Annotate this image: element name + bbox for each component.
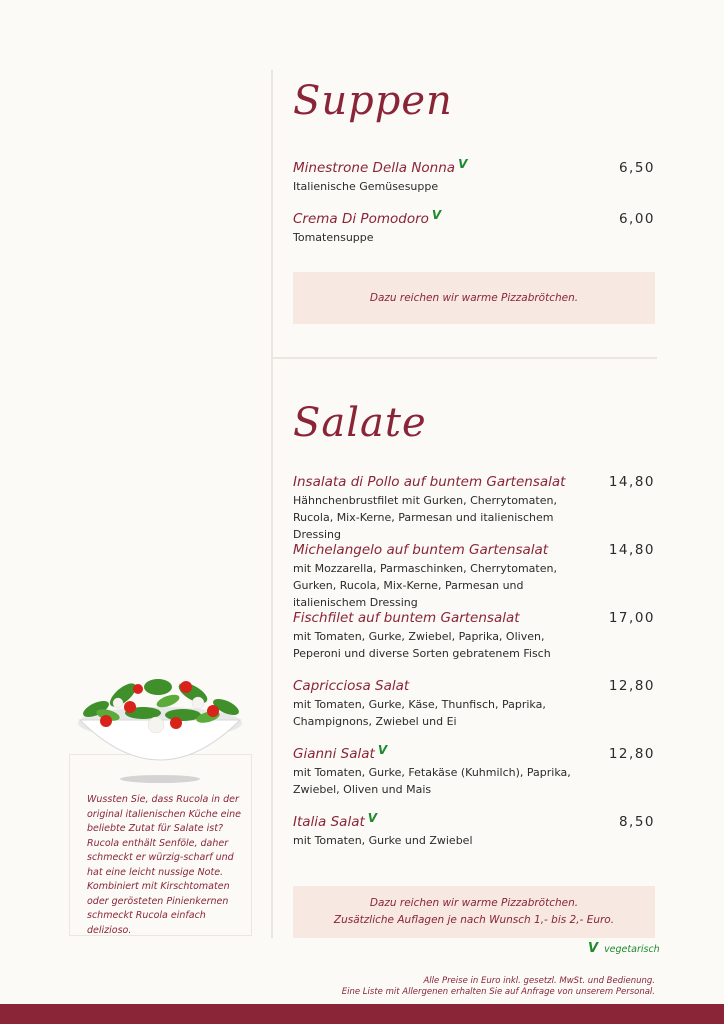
note-text: Dazu reichen wir warme Pizzabrötchen. [369, 292, 579, 304]
vegetarian-icon: V [588, 941, 599, 956]
note-box-suppen [293, 272, 655, 324]
item-description: mit Mozzarella, Parmaschinken, Cherrytomaten, Gurken, Rucola, Mix-Kerne, Parmesan und italienischem Dressing [293, 562, 557, 609]
item-price: 12,80 [608, 746, 655, 762]
vegetarian-icon: V [367, 811, 378, 825]
menu-item [293, 813, 655, 849]
salad-bowl-image [68, 665, 252, 785]
item-name: Gianni Salat [293, 746, 375, 762]
item-price: 12,80 [608, 678, 655, 694]
item-name: Michelangelo auf buntem Gartensalat [293, 542, 549, 558]
note-text: Zusätzliche Auflagen je nach Wunsch 1,- bis 2,- Euro. [333, 914, 615, 926]
menu-item [293, 159, 655, 195]
item-price: 14,80 [608, 542, 655, 558]
section-title-suppen: Suppen [293, 78, 453, 124]
menu-item [293, 745, 655, 798]
legend-label: vegetarisch [604, 944, 660, 955]
item-description: mit Tomaten, Gurke, Zwiebel, Paprika, Oliven, Peperoni und diverse Sorten gebratenem Fisch [293, 630, 551, 660]
footer-line: Alle Preise in Euro inkl. gesetzl. MwSt. und Bedienung. [423, 976, 655, 986]
section-title-salate: Salate [293, 400, 427, 446]
item-price: 6,00 [618, 211, 655, 227]
vegetarian-legend [588, 941, 660, 956]
menu-item [293, 677, 655, 730]
item-description: mit Tomaten, Gurke, Käse, Thunfisch, Paprika, Champignons, Zwiebel und Ei [293, 698, 546, 728]
menu-item [293, 541, 655, 611]
footer-line: Eine Liste mit Allergenen erhalten Sie auf Anfrage von unserem Personal. [341, 987, 655, 997]
item-name: Crema Di Pomodoro [293, 211, 429, 227]
item-price: 6,50 [618, 160, 655, 176]
bottom-bar [0, 1004, 724, 1024]
note-text: Dazu reichen wir warme Pizzabrötchen. [369, 897, 579, 909]
footer-notes [342, 976, 655, 998]
item-name: Minestrone Della Nonna [293, 160, 456, 176]
vegetarian-icon: V [431, 208, 442, 222]
menu-item [293, 210, 655, 246]
item-price: 14,80 [608, 474, 655, 490]
item-name: Italia Salat [293, 814, 365, 830]
item-description: Hähnchenbrustfilet mit Gurken, Cherrytomaten, Rucola, Mix-Kerne, Parmesan und italienischem Dressing [293, 494, 557, 541]
item-description: mit Tomaten, Gurke, Fetakäse (Kuhmilch), Paprika, Zwiebel, Oliven und Mais [293, 766, 571, 796]
vegetarian-icon: V [458, 157, 468, 171]
vegetarian-icon: V [377, 743, 388, 757]
menu-item [293, 609, 655, 662]
item-price: 17,00 [608, 610, 655, 626]
vertical-divider [271, 70, 273, 938]
note-box-salate [293, 886, 655, 938]
item-name: Capricciosa Salat [293, 678, 410, 694]
item-description: Italienische Gemüsesuppe [293, 180, 439, 193]
item-price: 8,50 [618, 814, 655, 830]
item-description: Tomatensuppe [293, 231, 374, 244]
section-divider [273, 357, 657, 359]
menu-item [293, 473, 655, 543]
item-name: Insalata di Pollo auf buntem Gartensalat [293, 474, 566, 490]
item-description: mit Tomaten, Gurke und Zwiebel [293, 834, 473, 847]
tip-text: Wussten Sie, dass Rucola in der original italienischen Küche eine beliebte Zutat für Salate ist? Rucola enthält Senföle, daher schmeckt er würzig-scharf und hat eine leicht nussige Note. Kombiniert mit Kirschtomaten oder gerösteten Pinienkernen schmeckt Rucola einfach delizioso. [87, 794, 242, 936]
item-name: Fischfilet auf buntem Gartensalat [293, 610, 520, 626]
